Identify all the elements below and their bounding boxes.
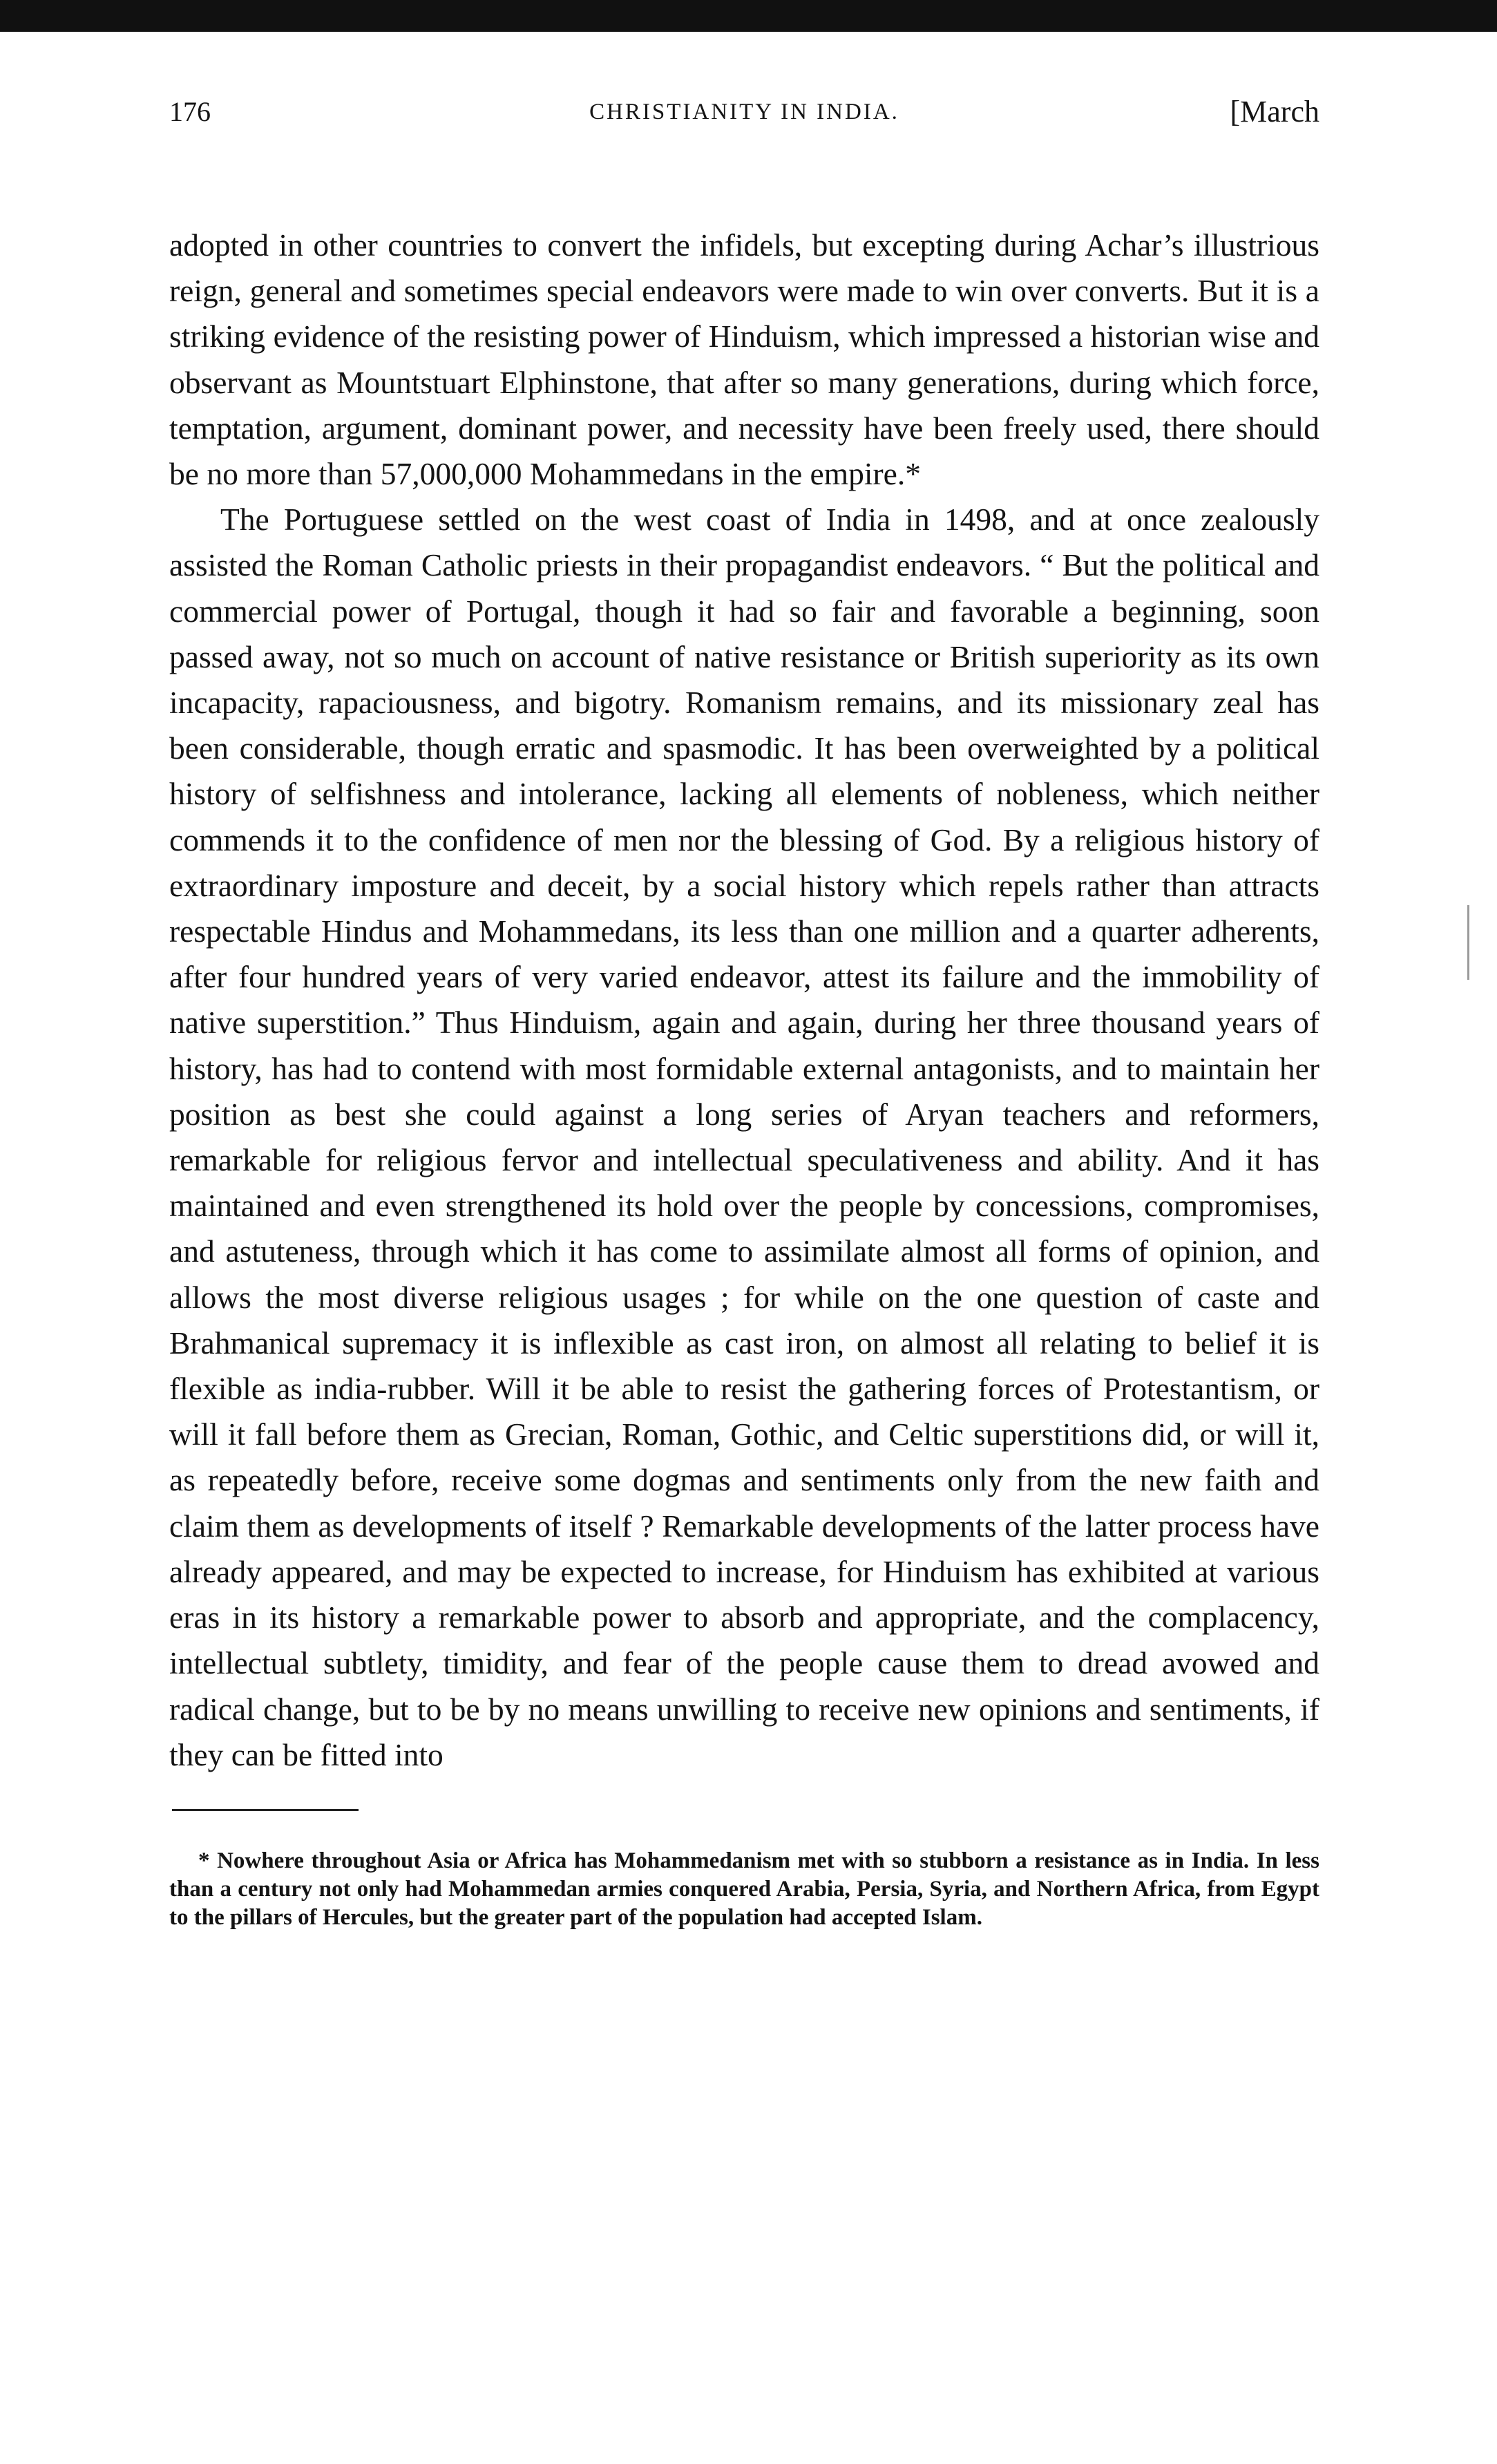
running-header xyxy=(169,82,1319,144)
running-title: CHRISTIANITY IN INDIA. xyxy=(589,99,899,124)
footnote-divider xyxy=(172,1809,359,1811)
page-content xyxy=(169,82,1319,1932)
footnote: * Nowhere throughout Asia or Africa has Mohammedanism met with so stubborn a resistance as in India. In less than a century not only had Mohammedan armies conquered Arabia, Persia, Syria, and Northern Africa, from Egypt to the pillars of Hercules, but the greater part of the population had accepted Islam. xyxy=(169,1848,1319,1930)
footnotes xyxy=(169,1847,1319,1932)
paragraph: The Portuguese settled on the west coast of India in 1498, and at once zealously assisted the Roman Catholic priests in their propagandist endeavors. “ But the political and commercial power of Portugal, though it had so fair and favorable a beginning, soon passed away, not so much on account of native resistance or British superiority as its own incapacity, rapaciousness, and bigotry. Romanism remains, and its missionary zeal has been considerable, though erratic and spasmodic. It has been overweighted by a political history of selfishness and intolerance, lacking all elements of nobleness, which neither commends it to the confidence of men nor the blessing of God. By a religious history of extraordinary imposture and deceit, by a social history which repels rather than attracts respectable Hindus and Mohammedans, its less than one million and a quarter adherents, after four hundred years of very varied endeavor, attest its failure and the immobility of native superstition.” Thus Hinduism, again and again, during her three thousand years of history, has had to contend with most formidable external antagonists, and to maintain her position as best she could against a long series of Aryan teachers and reformers, remarkable for religious fervor and intellectual speculativeness and ability. And it has maintained and even strengthened its hold over the people by concessions, compromises, and astuteness, through which it has come to assimilate almost all forms of opinion, and allows the most diverse religious usages ; for while on the one question of caste and Brahmanical supremacy it is inflexible as cast iron, on almost all relating to belief it is flexible as india-rubber. Will it be able to resist the gathering forces of Protestantism, or will it fall before them as Grecian, Roman, Gothic, and Celtic superstitions did, or will it, as repeatedly before, receive some dogmas and sentiments only from the new faith and claim them as developments of itself ? Remarkable developments of the latter process have already appeared, and may be expected to increase, for Hinduism has exhibited at various eras in its history a remarkable power to absorb and appropriate, and the complacency, intellectual subtlety, timidity, and fear of the people cause them to dread avowed and radical change, but to be by no means unwilling to receive new opinions and sentiments, if they can be fitted into xyxy=(169,502,1319,1772)
paragraph: adopted in other countries to convert the infidels, but excepting during Achar’s illustrious reign, general and sometimes special endeavors were made to win over converts. But it is a striking evidence of the resisting power of Hinduism, which impressed a historian wise and observant as Mountstuart Elphinstone, that after so many generations, during which force, temptation, argument, dominant power, and necessity have been freely used, there should be no more than 57,000,000 Mohammedans in the empire.* xyxy=(169,227,1319,492)
page-number: 176 xyxy=(169,96,211,127)
top-border-rule xyxy=(0,0,1497,32)
issue-date: [March xyxy=(1230,95,1319,129)
margin-mark xyxy=(1467,905,1469,980)
body-text xyxy=(169,222,1319,1778)
